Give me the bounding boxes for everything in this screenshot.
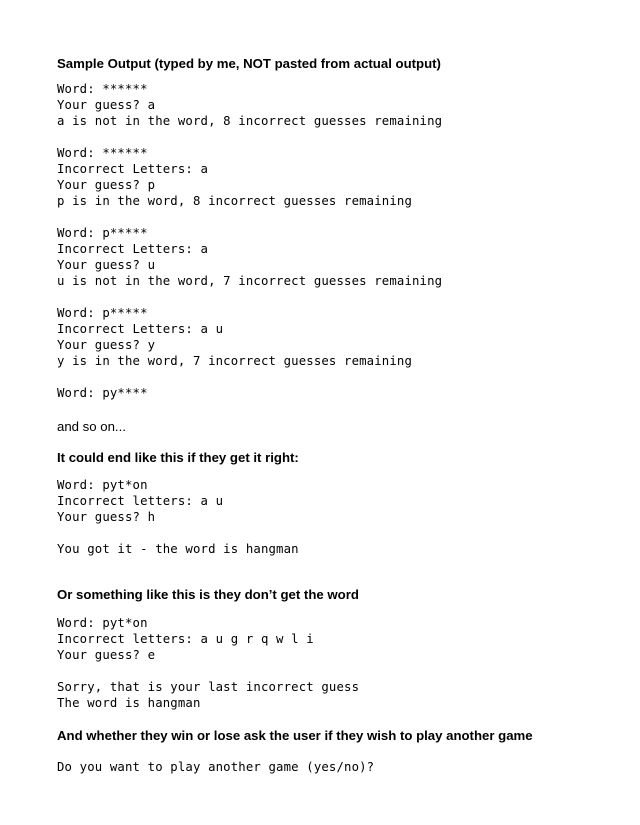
sample-line: Incorrect Letters: a u <box>57 322 224 336</box>
sample-line: a is not in the word, 8 incorrect guesses remaining <box>57 114 443 128</box>
win-line: You got it - the word is hangman <box>57 542 299 556</box>
play-again-prompt: Do you want to play another game (yes/no)? <box>57 760 375 774</box>
lose-line: The word is hangman <box>57 696 201 710</box>
win-heading: It could end like this if they get it right: <box>57 450 299 465</box>
sample-line: Word: p***** <box>57 306 148 320</box>
sample-line: Word: ****** <box>57 146 148 160</box>
sample-line: Your guess? p <box>57 178 156 192</box>
sample-output-heading: Sample Output (typed by me, NOT pasted from actual output) <box>57 56 441 71</box>
lose-line: Incorrect letters: a u g r q w l i <box>57 632 314 646</box>
win-line: Word: pyt*on <box>57 478 148 492</box>
sample-line: Your guess? y <box>57 338 156 352</box>
sample-line: y is in the word, 7 incorrect guesses remaining <box>57 354 413 368</box>
sample-line: Your guess? a <box>57 98 156 112</box>
sample-line: Word: ****** <box>57 82 148 96</box>
win-line: Incorrect letters: a u <box>57 494 224 508</box>
sample-line: Word: p***** <box>57 226 148 240</box>
sample-line: p is in the word, 8 incorrect guesses remaining <box>57 194 413 208</box>
sample-line: u is not in the word, 7 incorrect guesses remaining <box>57 274 443 288</box>
lose-line: Sorry, that is your last incorrect guess <box>57 680 360 694</box>
and-so-on-text: and so on... <box>57 419 126 434</box>
lose-line: Your guess? e <box>57 648 156 662</box>
lose-heading: Or something like this is they don’t get the word <box>57 587 359 602</box>
win-line: Your guess? h <box>57 510 156 524</box>
lose-line: Word: pyt*on <box>57 616 148 630</box>
sample-line: Incorrect Letters: a <box>57 242 209 256</box>
sample-line: Incorrect Letters: a <box>57 162 209 176</box>
sample-line: Your guess? u <box>57 258 156 272</box>
play-again-heading: And whether they win or lose ask the user if they wish to play another game <box>57 728 533 743</box>
sample-line: Word: py**** <box>57 386 148 400</box>
